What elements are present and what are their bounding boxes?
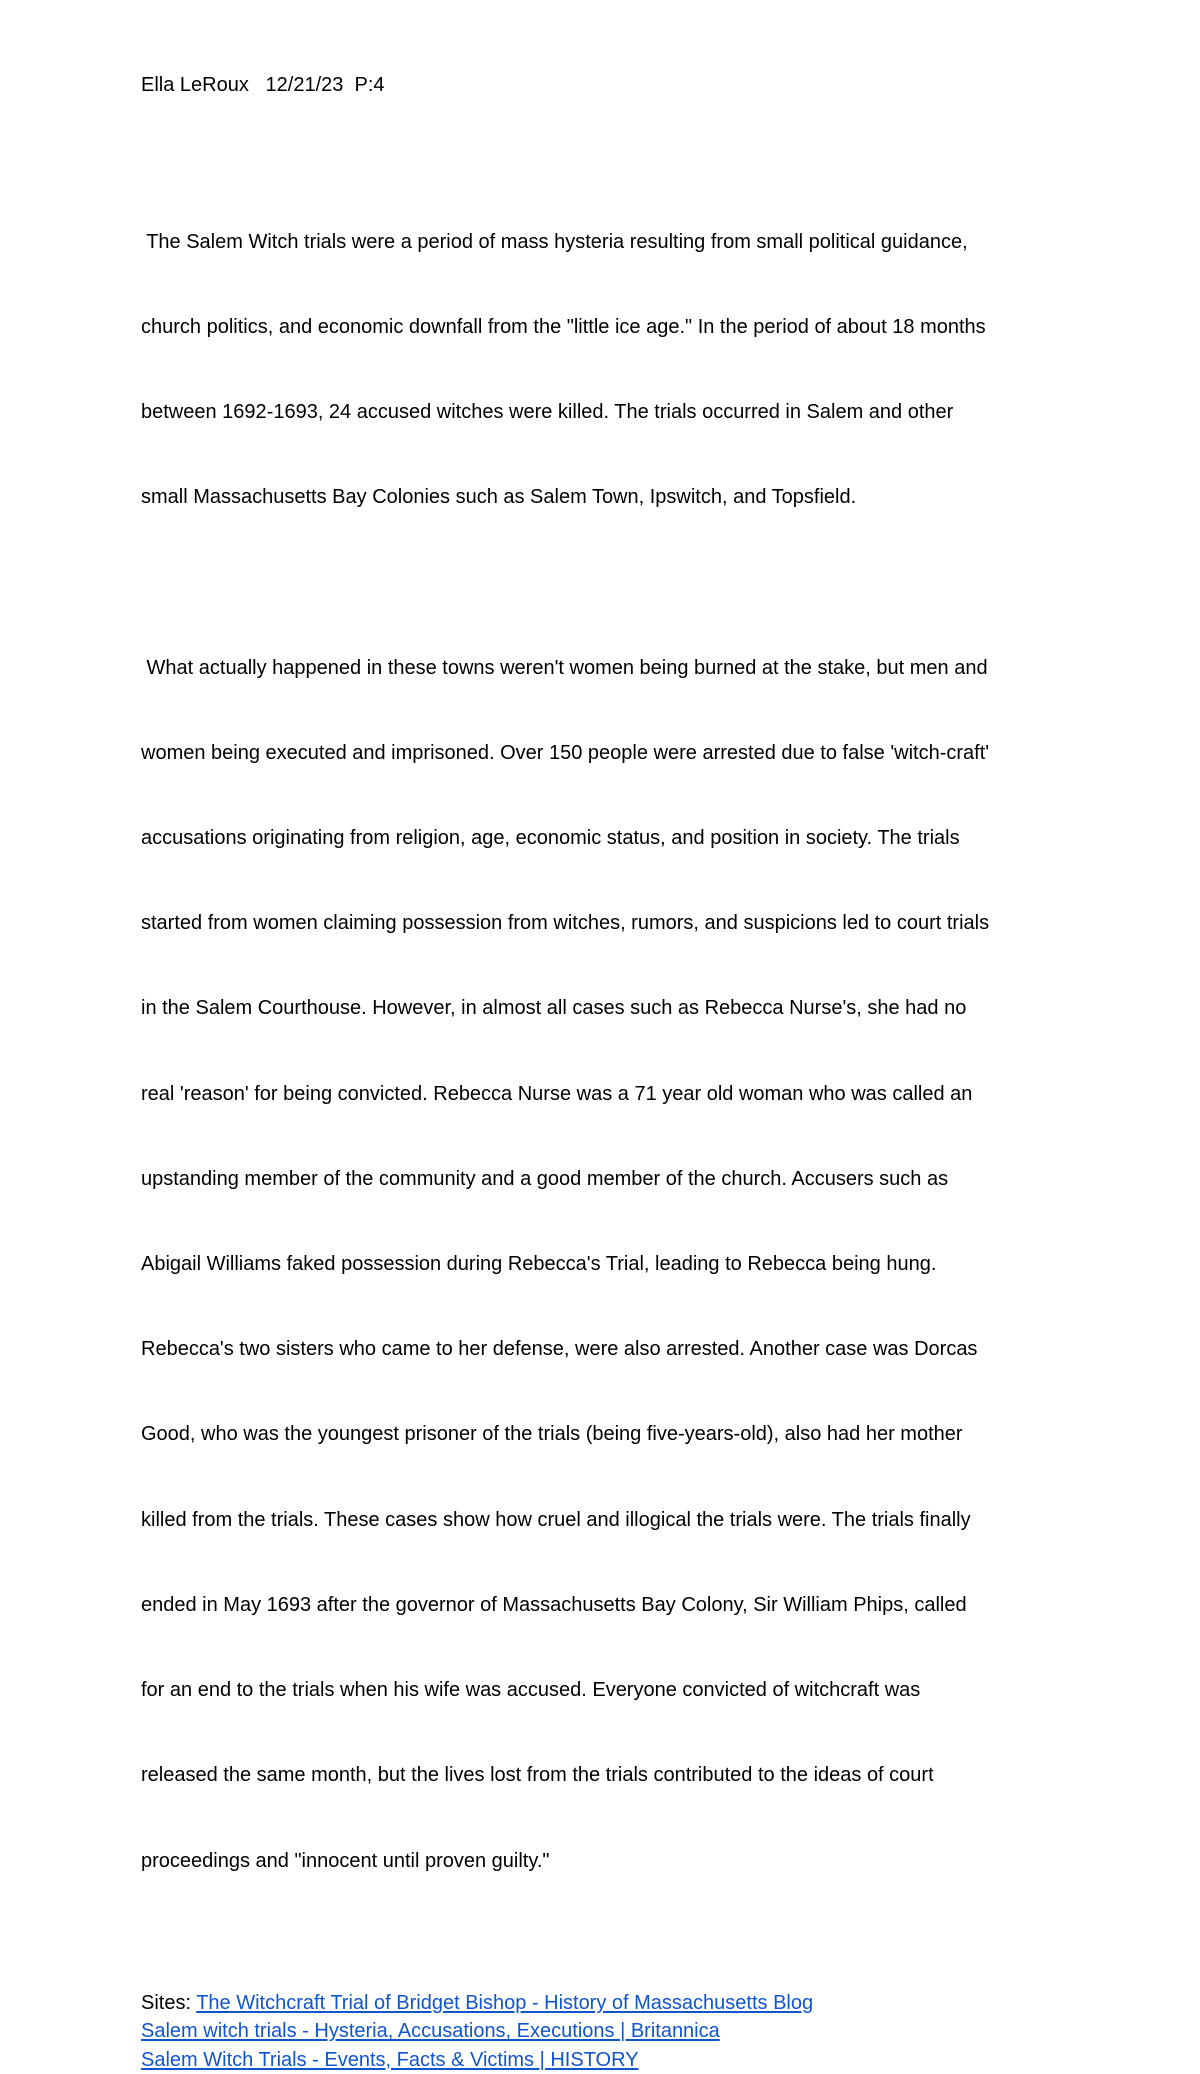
text-line: small Massachusetts Bay Colonies such as Salem Town, Ipswitch, and Topsfield. bbox=[141, 486, 857, 509]
text-line: Abigail Williams faked possession during Rebecca's Trial, leading to Rebecca being hung. bbox=[141, 1253, 937, 1276]
paragraph-intro bbox=[141, 171, 1071, 569]
author-name: Ella LeRoux bbox=[141, 74, 249, 96]
document-page bbox=[141, 71, 1071, 2074]
text-line: What actually happened in these towns weren't women being burned at the stake, but men and bbox=[141, 656, 988, 679]
sources-line bbox=[141, 2017, 1071, 2045]
text-line: church politics, and economic downfall from the "little ice age." In the period of about 18 months bbox=[141, 316, 986, 339]
class-period: P:4 bbox=[354, 74, 385, 96]
sources-line bbox=[141, 1989, 1071, 2017]
text-line: proceedings and "innocent until proven guilty." bbox=[141, 1849, 550, 1872]
sources-label: Sites: bbox=[141, 1991, 197, 2014]
sources-line bbox=[141, 2046, 1071, 2074]
text-line: The Salem Witch trials were a period of mass hysteria resulting from small political guidance, bbox=[141, 230, 968, 253]
text-line: Good, who was the youngest prisoner of the trials (being five-years-old), also had her mother bbox=[141, 1423, 963, 1446]
text-line: in the Salem Courthouse. However, in almost all cases such as Rebecca Nurse's, she had no bbox=[141, 997, 967, 1020]
link-bridget-bishop[interactable]: The Witchcraft Trial of Bridget Bishop - History of Massachusetts Blog bbox=[196, 1991, 814, 2014]
date: 12/21/23 bbox=[265, 74, 344, 96]
text-line: Rebecca's two sisters who came to her defense, were also arrested. Another case was Dorcas bbox=[141, 1338, 978, 1361]
text-line: accusations originating from religion, age, economic status, and position in society. The trials bbox=[141, 826, 960, 849]
paragraph-body bbox=[141, 597, 1071, 1932]
text-line: ended in May 1693 after the governor of Massachusetts Bay Colony, Sir William Phips, called bbox=[141, 1593, 967, 1616]
text-line: for an end to the trials when his wife was accused. Everyone convicted of witchcraft was bbox=[141, 1679, 921, 1702]
text-line: upstanding member of the community and a good member of the church. Accusers such as bbox=[141, 1167, 949, 1190]
text-line: between 1692-1693, 24 accused witches were killed. The trials occurred in Salem and other bbox=[141, 401, 954, 424]
text-line: released the same month, but the lives lost from the trials contributed to the ideas of court bbox=[141, 1764, 934, 1787]
text-line: started from women claiming possession from witches, rumors, and suspicions led to court trials bbox=[141, 912, 990, 935]
link-history[interactable]: Salem Witch Trials - Events, Facts & Victims | HISTORY bbox=[141, 2048, 639, 2071]
link-britannica[interactable]: Salem witch trials - Hysteria, Accusations, Executions | Britannica bbox=[141, 2020, 720, 2043]
text-line: real 'reason' for being convicted. Rebecca Nurse was a 71 year old woman who was called an bbox=[141, 1082, 973, 1105]
sources-section bbox=[141, 1989, 1071, 2074]
text-line: killed from the trials. These cases show how cruel and illogical the trials were. The trials finally bbox=[141, 1508, 971, 1531]
document-header bbox=[141, 71, 1071, 99]
text-line: women being executed and imprisoned. Over 150 people were arrested due to false 'witch-craft' bbox=[141, 741, 990, 764]
